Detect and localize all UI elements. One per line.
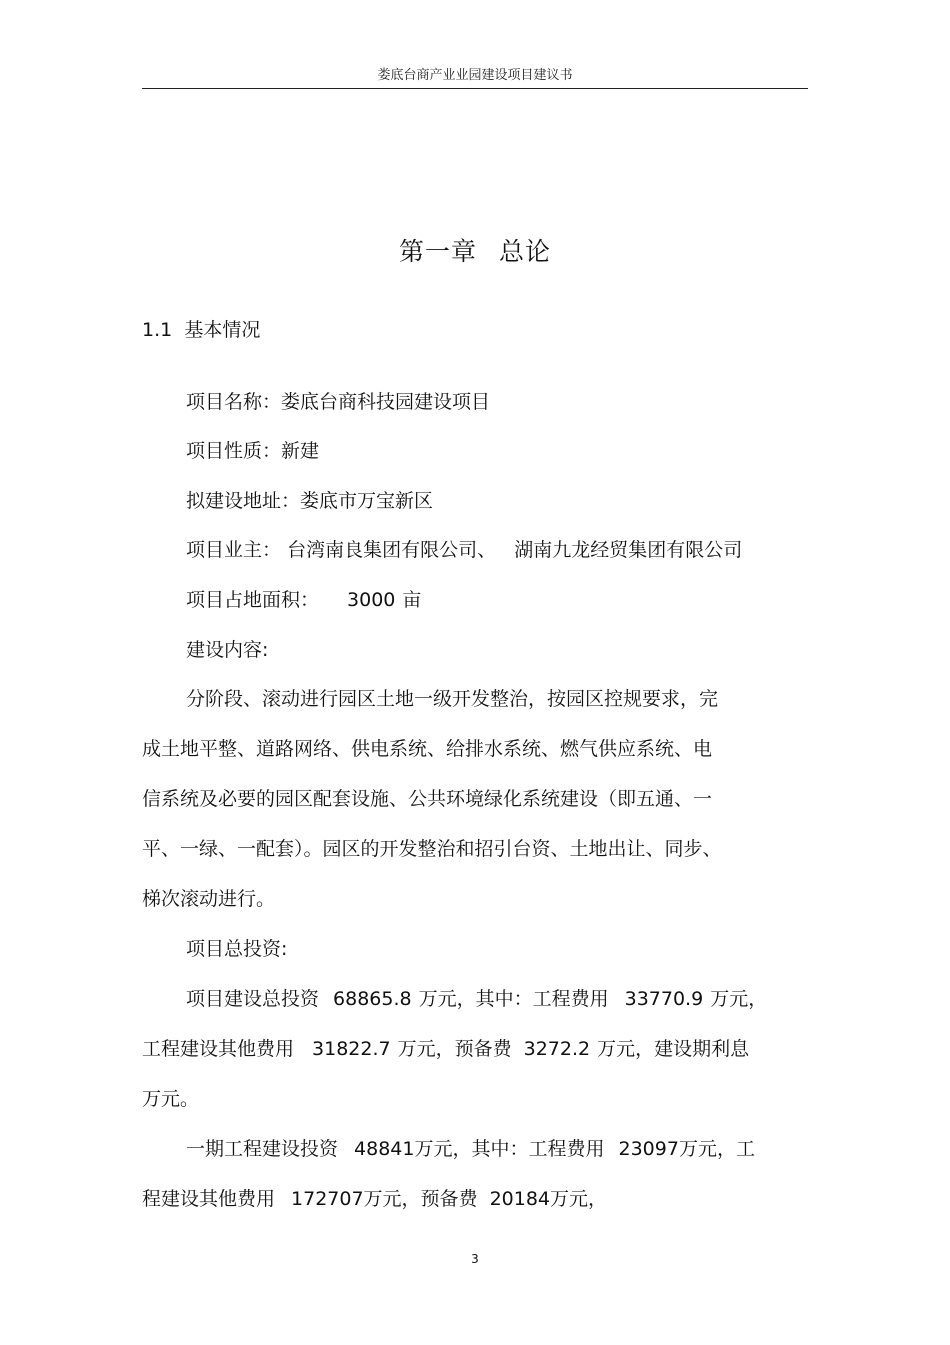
chapter-name: 总论 — [499, 237, 552, 266]
project-name-line: 项目名称：娄底台商科技园建设项目 — [186, 391, 491, 413]
content-line-5: 梯次滚动进行。 — [142, 888, 276, 910]
total-text-2: 万元，其中：工程费用 — [418, 988, 609, 1010]
reserve-cost-value: 3272.2 — [523, 1038, 591, 1060]
chapter-prefix: 第一章 — [398, 237, 477, 266]
header-title: 娄底台商产业业园建设项目建议书 — [377, 68, 573, 83]
total-text-1: 项目建设总投资 — [186, 988, 320, 1010]
phase1-investment-line-2 — [142, 1186, 607, 1212]
phase1-text-5: 万元，预备费 — [363, 1188, 478, 1210]
content-line-3: 信系统及必要的园区配套设施、公共环境绿化系统建设（即五通、一 — [142, 788, 713, 810]
project-owner-line — [186, 537, 742, 563]
project-address-line: 拟建设地址：娄底市万宝新区 — [186, 490, 434, 512]
investment-label: 项目总投资: — [186, 938, 288, 960]
content-line-2: 成土地平整、道路网络、供电系统、给排水系统、燃气供应系统、电 — [142, 738, 713, 760]
total-text-4: 工程建设其他费用 — [142, 1038, 295, 1060]
phase1-text-6: 万元， — [550, 1188, 608, 1210]
total-value: 68865.8 — [333, 988, 412, 1010]
total-text-3: 万元， — [710, 988, 768, 1010]
total-text-6: 万元，建设期利息 — [597, 1038, 750, 1060]
phase1-text-3: 万元，工 — [678, 1138, 755, 1160]
total-investment-line-2 — [142, 1036, 749, 1062]
project-nature-line: 项目性质：新建 — [186, 440, 320, 462]
total-text-5: 万元，预备费 — [397, 1038, 512, 1060]
section-number: 1.1 — [142, 319, 173, 341]
owner-1: 台湾南良集团有限公司、 — [287, 539, 497, 561]
other-cost-value: 31822.7 — [312, 1038, 391, 1060]
content-line-4: 平、一绿、一配套）。园区的开发整治和招引台资、土地出让、同步、 — [142, 838, 722, 860]
total-investment-line-3: 万元。 — [142, 1088, 200, 1110]
content-line-1: 分阶段、滚动进行园区土地一级开发整治，按园区控规要求，完 — [186, 688, 719, 710]
phase1-text-4: 程建设其他费用 — [142, 1188, 276, 1210]
owner-label: 项目业主： — [186, 539, 282, 561]
section-heading — [142, 317, 260, 343]
page-number: 3 — [471, 1252, 479, 1266]
project-area-line — [186, 587, 421, 613]
total-investment-line-1 — [186, 986, 767, 1012]
content-label: 建设内容: — [186, 639, 269, 661]
phase1-investment-line-1 — [186, 1136, 755, 1162]
phase1-reserve-value: 20184 — [489, 1188, 551, 1210]
chapter-title — [0, 232, 950, 268]
area-unit: 亩 — [402, 589, 422, 611]
phase1-text-1: 一期工程建设投资 — [186, 1138, 339, 1160]
phase1-engineering-value: 23097 — [618, 1138, 679, 1160]
phase1-total-value: 48841 — [354, 1138, 415, 1160]
phase1-text-2: 万元，其中：工程费用 — [414, 1138, 605, 1160]
owner-2: 湖南九龙经贸集团有限公司 — [514, 539, 743, 561]
running-header — [142, 66, 808, 89]
area-value: 3000 — [347, 589, 396, 611]
area-label: 项目占地面积： — [186, 589, 320, 611]
phase1-other-value: 172707 — [291, 1188, 364, 1210]
section-title: 基本情况 — [184, 319, 261, 341]
engineering-cost-value: 33770.9 — [624, 988, 704, 1010]
